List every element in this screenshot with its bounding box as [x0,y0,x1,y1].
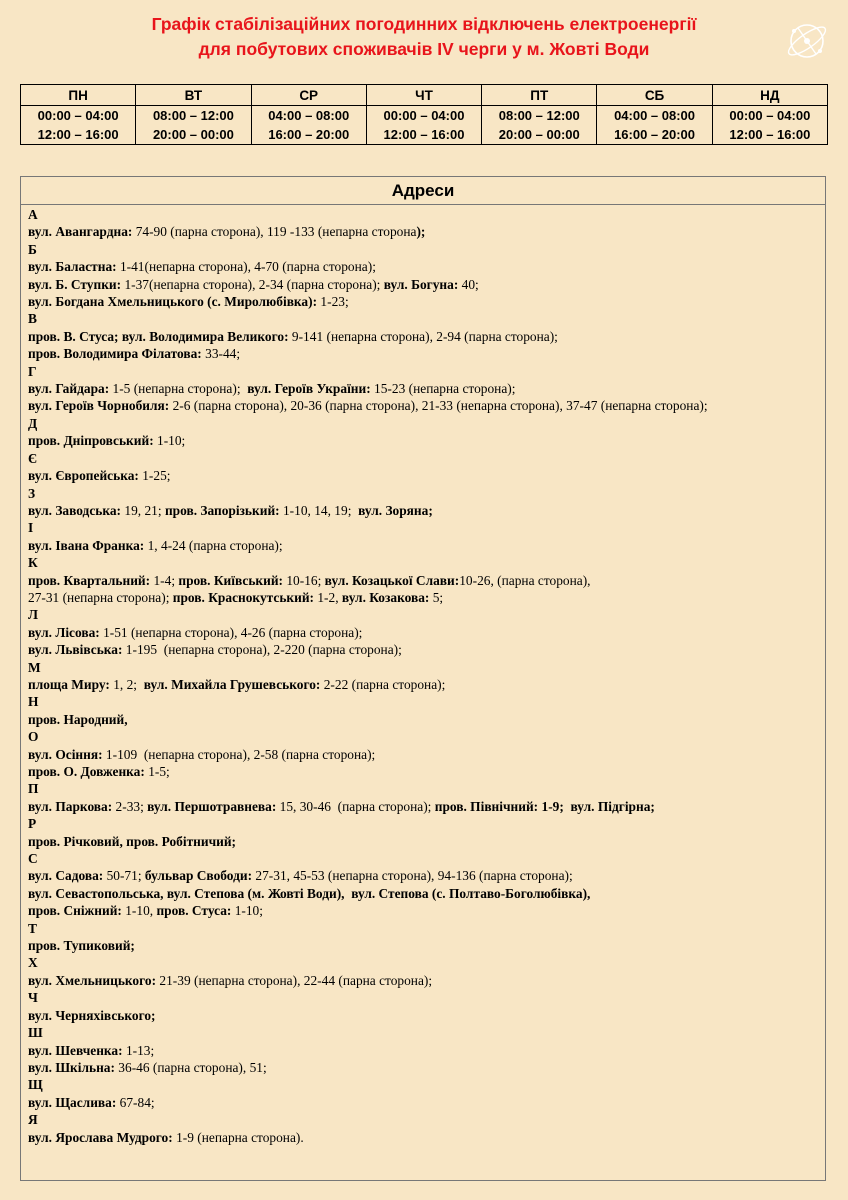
street-name: вул. Богдана Хмельницького (с. Миролюбівка): [28,294,318,310]
letter-heading: Є [28,450,38,466]
address-line [28,885,819,902]
street-name: ); [416,224,426,240]
address-line [28,589,819,606]
house-numbers: 1-10, [121,903,157,919]
schedule-header-row [21,85,828,106]
street-name: вул. Черняхівського; [28,1007,156,1023]
house-numbers: 1-41(непарна сторона), 4-70 (парна сторона); [116,259,376,275]
letter-heading: А [28,207,38,222]
street-name: вул. Зоряна; [358,502,433,518]
street-name: пров. В. Стуса; вул. Володимира Великого: [28,328,289,344]
street-name: пров. Народний, [28,711,128,727]
addresses-header: Адреси [21,177,825,205]
house-numbers: 1, 2; [109,676,144,692]
address-line [28,624,819,641]
house-numbers: 2-33; [112,798,148,814]
addresses-panel [20,176,826,1181]
street-name: вул. Героїв Чорнобиля: [28,398,170,414]
letter-heading: Н [28,694,39,710]
day-header: ПН [21,85,136,106]
house-numbers: 1-9 (непарна сторона). [172,1129,304,1145]
street-name: пров. О. Довженка: [28,764,145,779]
letter-heading: Д [28,415,38,431]
house-numbers: 1, 4-24 (парна сторона); [144,537,283,553]
letter-heading: С [28,851,38,867]
address-line [28,502,819,519]
letter-heading: Ш [28,1025,43,1041]
letter-heading: В [28,311,37,327]
time-slots-cell [251,106,366,145]
house-numbers: 1-10; [231,903,263,919]
letter-heading: Л [28,607,38,623]
address-line [28,711,819,728]
time-slot: 08:00 – 12:00 [152,108,234,123]
address-line [28,432,819,449]
day-header: СР [251,85,366,106]
time-slot: 12:00 – 16:00 [383,127,465,142]
time-slots-cell [482,106,597,145]
street-name: вул. Михайла Грушевського: [143,676,321,692]
address-line [28,1094,819,1111]
address-line [28,833,819,850]
time-slots-cell [21,106,136,145]
street-name: вул. Баластна: [28,259,117,275]
street-name: вул. Львівська: [28,642,123,658]
time-slots-cell [136,106,251,145]
street-name: вул. Севастопольська, вул. Степова (м. Жовті Води), вул. Степова (с. Полтаво-Боголюбівка), [28,885,591,901]
address-line [28,1059,819,1076]
time-slot: 20:00 – 00:00 [152,127,234,142]
house-numbers: 21-39 (непарна сторона), 22-44 (парна сторона); [156,972,433,988]
address-line [28,293,819,310]
house-numbers: 74-90 (парна сторона), 119 -133 (непарна сторона [132,224,417,240]
letter-heading: П [28,781,39,797]
letter-heading: Я [28,1112,38,1128]
address-line [28,746,819,763]
street-name: вул. Ярослава Мудрого: [28,1129,173,1145]
house-numbers: 1-37(непарна сторона), 2-34 (парна сторона); [121,276,384,292]
letter-heading: Б [28,241,37,257]
street-name: вул. Хмельницького: [28,972,157,988]
house-numbers: 1-25; [138,468,171,484]
house-numbers: 33-44; [201,346,241,362]
house-numbers: 1-5; [144,764,170,779]
house-numbers: 1-5 (непарна сторона); [109,381,248,397]
letter-heading: М [28,659,41,675]
house-numbers: 15, 30-46 (парна сторона); [276,798,435,814]
house-numbers: 1-10, 14, 19; [279,502,359,518]
organization-logo-icon [782,16,832,66]
street-name: пров. Київський: [178,572,284,588]
street-name: вул. Шевченка: [28,1042,123,1058]
house-numbers: 50-71; [103,868,145,884]
letter-heading: Р [28,816,37,832]
day-header: НД [712,85,827,106]
page-title [40,12,808,62]
time-slot: 16:00 – 20:00 [268,127,350,142]
street-name: вул. Богуна: [383,276,459,292]
house-numbers: 27-31 (непарна сторона); [28,589,173,605]
house-numbers: 1-109 (непарна сторона), 2-58 (парна сторона); [102,746,376,762]
street-name: вул. Гайдара: [28,381,110,397]
day-header: ПТ [482,85,597,106]
letter-heading: Т [28,920,37,936]
letter-heading: Ч [28,990,38,1006]
letter-heading: Щ [28,1077,43,1093]
house-numbers: 1-51 (непарна сторона), 4-26 (парна сторона); [99,624,363,640]
addresses-list [21,205,825,1146]
street-name: пров. Тупиковий; [28,938,135,954]
letter-heading: Г [28,363,37,379]
address-line [28,328,819,345]
address-line [28,380,819,397]
house-numbers: 5; [429,589,444,605]
address-line [28,258,819,275]
address-line [28,537,819,554]
street-name: вул. Івана Франка: [28,537,145,553]
address-line [28,572,819,589]
address-line [28,1007,819,1024]
house-numbers: 10-26, (парна сторона), [459,572,591,588]
letter-heading: Х [28,955,38,971]
time-slot: 00:00 – 04:00 [37,108,119,123]
schedule-slots-row [21,106,828,145]
time-slot: 08:00 – 12:00 [498,108,580,123]
address-line [28,763,819,780]
house-numbers: 36-46 (парна сторона), 51; [114,1059,267,1075]
address-line [28,1129,819,1146]
time-slot: 12:00 – 16:00 [37,127,119,142]
street-name: вул. Героїв України: [247,381,371,397]
address-line [28,867,819,884]
street-name: пров. Краснокутський: [172,589,315,605]
house-numbers: 15-23 (непарна сторона); [370,381,516,397]
time-slot: 00:00 – 04:00 [729,108,811,123]
address-line [28,1042,819,1059]
time-slot: 16:00 – 20:00 [614,127,696,142]
address-line [28,676,819,693]
house-numbers: 1-195 (непарна сторона), 2-220 (парна сторона); [122,642,402,658]
street-name: пров. Дніпровський: [28,433,154,449]
schedule-table [20,84,828,145]
street-name: пров. Сніжний: [28,903,122,919]
street-name: площа Миру: [28,676,110,692]
street-name: вул. Першотравнева: [147,798,277,814]
time-slot: 12:00 – 16:00 [729,127,811,142]
street-name: вул. Козацької Слави: [324,572,460,588]
title-line-1: Графік стабілізаційних погодинних відключень електроенергії [151,14,697,34]
house-numbers: 10-16; [283,572,325,588]
letter-heading: З [28,485,36,501]
letter-heading: І [28,520,34,536]
house-numbers: 1-10; [153,433,186,449]
day-header: ВТ [136,85,251,106]
time-slot: 00:00 – 04:00 [383,108,465,123]
street-name: пров. Стуса: [156,903,232,919]
title-line-2: для побутових споживачів IV черги у м. Жовті Води [198,39,650,59]
address-line [28,345,819,362]
address-line [28,397,819,414]
house-numbers: 1-4; [150,572,179,588]
house-numbers: 2-22 (парна сторона); [320,676,446,692]
street-name: вул. Б. Ступки: [28,276,122,292]
house-numbers: 1-13; [122,1042,155,1058]
address-line [28,641,819,658]
address-line [28,972,819,989]
address-line [28,223,819,240]
address-line [28,798,819,815]
street-name: пров. Річковий, пров. Робітничий; [28,833,237,849]
street-name: бульвар Свободи: [144,868,253,884]
day-header: СБ [597,85,712,106]
time-slots-cell [366,106,481,145]
house-numbers: 27-31, 45-53 (непарна сторона), 94-136 (парна сторона); [252,868,573,884]
day-header: ЧТ [366,85,481,106]
house-numbers: 67-84; [116,1094,155,1110]
house-numbers: 2-6 (парна сторона), 20-36 (парна сторона), 21-33 (непарна сторона), 37-47 (непарна сторона); [169,398,708,414]
street-name: пров. Володимира Філатова: [28,346,202,362]
street-name: вул. Щаслива: [28,1094,117,1110]
time-slot: 04:00 – 08:00 [614,108,696,123]
street-name: вул. Паркова: [28,798,113,814]
time-slot: 20:00 – 00:00 [498,127,580,142]
street-name: вул. Осіння: [28,746,103,762]
address-line [28,902,819,919]
street-name: вул. Європейська: [28,468,139,484]
time-slots-cell [597,106,712,145]
house-numbers: 1-23; [317,294,349,310]
time-slot: 04:00 – 08:00 [268,108,350,123]
letter-heading: О [28,729,39,745]
address-line [28,276,819,293]
house-numbers: 19, 21; [121,502,165,518]
street-name: вул. Шкільна: [28,1059,115,1075]
street-name: вул. Лісова: [28,624,100,640]
street-name: пров. Запорізький: [164,502,280,518]
letter-heading: К [28,555,38,571]
house-numbers: 1-2, [314,589,342,605]
house-numbers: 9-141 (непарна сторона), 2-94 (парна сторона); [288,328,558,344]
address-line [28,467,819,484]
street-name: вул. Заводська: [28,502,122,518]
house-numbers: 40; [458,276,479,292]
time-slots-cell [712,106,827,145]
street-name: пров. Квартальний: [28,572,151,588]
street-name: вул. Козакова: [341,589,430,605]
street-name: вул. Авангардна: [28,224,133,240]
street-name: пров. Північний: 1-9; вул. Підгірна; [434,798,655,814]
address-line [28,937,819,954]
street-name: вул. Садова: [28,868,104,884]
